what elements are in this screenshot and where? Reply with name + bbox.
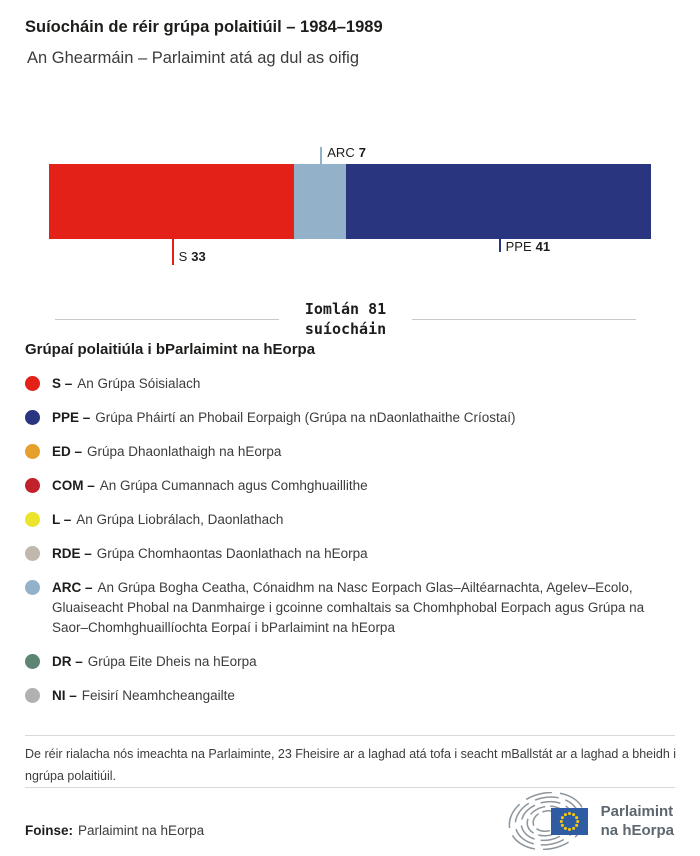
- footnote-divider-top: [25, 735, 675, 736]
- bar-label-s-value: 33: [191, 249, 206, 264]
- total-rule-right: [412, 319, 636, 320]
- total-rule-left: [55, 319, 279, 320]
- legend-dot-rde-icon: [25, 546, 40, 561]
- legend-item-rde: [25, 544, 675, 564]
- legend-dot-l-icon: [25, 512, 40, 527]
- legend-item-s: [25, 374, 675, 394]
- bar-label-arc-value: 7: [358, 145, 366, 160]
- legend-abbr: ARC –: [52, 580, 93, 595]
- footnote-divider-bottom: [25, 787, 675, 788]
- legend-abbr: NI –: [52, 688, 77, 703]
- source-value: Parlaimint na hEorpa: [78, 823, 205, 838]
- bar-label-s-name: S: [178, 249, 188, 264]
- legend-item-dr: [25, 652, 675, 672]
- legend-desc: An Grúpa Cumannach agus Comhghuaillithe: [99, 478, 368, 493]
- legend-dot-ni-icon: [25, 688, 40, 703]
- legend-abbr: ED –: [52, 444, 83, 459]
- total-seats-line1: Iomlán 81: [304, 300, 387, 318]
- legend-item-l: [25, 510, 675, 530]
- arc-tick-line: [320, 147, 322, 164]
- source-line: [25, 823, 204, 838]
- legend-desc: Grúpa Eite Dheis na hEorpa: [87, 654, 257, 669]
- legend-item-com: [25, 476, 675, 496]
- seats-bar-chart: [0, 140, 700, 275]
- ep-logo-line2: na hEorpa: [600, 822, 674, 839]
- legend-desc: Grúpa Pháirtí an Phobail Eorpaigh (Grúpa na nDaonlathaithe Críostaí): [95, 410, 516, 425]
- legend-dot-dr-icon: [25, 654, 40, 669]
- footnote-text: De réir rialacha nós imeachta na Parlaiminte, 23 Fheisire ar a laghad atá tofa i seacht mBallstát ar a laghad a bheidh i ngrúpa polaitiúil.: [25, 747, 677, 783]
- legend-abbr: RDE –: [52, 546, 92, 561]
- legend-dot-ed-icon: [25, 444, 40, 459]
- legend-dot-ppe-icon: [25, 410, 40, 425]
- legend-item-ni: [25, 686, 675, 706]
- s-tick-line: [172, 239, 174, 265]
- legend-desc: Grúpa Dhaonlathaigh na hEorpa: [87, 444, 282, 459]
- legend-heading: Grúpaí polaitiúla i bParlaimint na hEorpa: [25, 341, 316, 358]
- legend-abbr: L –: [52, 512, 72, 527]
- bar-segment-s: [49, 164, 294, 239]
- legend-abbr: PPE –: [52, 410, 91, 425]
- legend-item-ed: [25, 442, 675, 462]
- page-subtitle: An Ghearmáin – Parlaimint atá ag dul as oifig: [27, 49, 360, 67]
- european-parliament-logo: [507, 792, 674, 850]
- total-seats-label: [305, 299, 386, 339]
- legend-desc: Feisirí Neamhcheangailte: [81, 688, 235, 703]
- legend-desc: Grúpa Chomhaontas Daonlathach na hEorpa: [96, 546, 368, 561]
- legend-dot-s-icon: [25, 376, 40, 391]
- stacked-bar: [49, 145, 651, 264]
- legend-dot-arc-icon: [25, 580, 40, 595]
- bar-segment-arc: [294, 164, 346, 239]
- legend-abbr: DR –: [52, 654, 83, 669]
- total-seats-row: [0, 296, 700, 342]
- header: [25, 16, 675, 69]
- legend-list: [25, 374, 675, 720]
- total-seats-line2: suíocháin: [304, 320, 387, 338]
- legend-desc: An Grúpa Liobrálach, Daonlathach: [76, 512, 284, 527]
- legend-dot-com-icon: [25, 478, 40, 493]
- bar-segment-ppe: [346, 164, 651, 239]
- legend-item-ppe: [25, 408, 675, 428]
- legend-item-arc: [25, 578, 675, 638]
- bar-label-ppe-value: 41: [535, 239, 551, 254]
- ep-hemicycle-icon: [507, 792, 593, 850]
- ep-logo-line1: Parlaimint: [600, 803, 674, 820]
- legend-desc: An Grúpa Sóisialach: [77, 376, 201, 391]
- legend-desc: An Grúpa Bogha Ceatha, Cónaidhm na Nasc Eorpach Glas–Ailtéarnachta, Agelev–Ecolo, Gluaiseacht Phobal na Danmhairge i gcoinne comhaltais sa Chomhphobal Eorpach agus Grúpa na Saor–Chomhghuaillíochta Eorpaí i bParlaimint na hEorpa: [52, 580, 645, 635]
- ep-logo-wordmark: [601, 802, 674, 840]
- source-label: Foinse:: [25, 823, 74, 838]
- legend-abbr: S –: [52, 376, 73, 391]
- legend-abbr: COM –: [52, 478, 95, 493]
- page-title: Suíocháin de réir grúpa polaitiúil – 1984–1989: [25, 18, 383, 36]
- bar-label-arc-name: ARC: [327, 145, 355, 160]
- ppe-tick-line: [499, 239, 501, 252]
- bar-label-ppe-name: PPE: [505, 239, 532, 254]
